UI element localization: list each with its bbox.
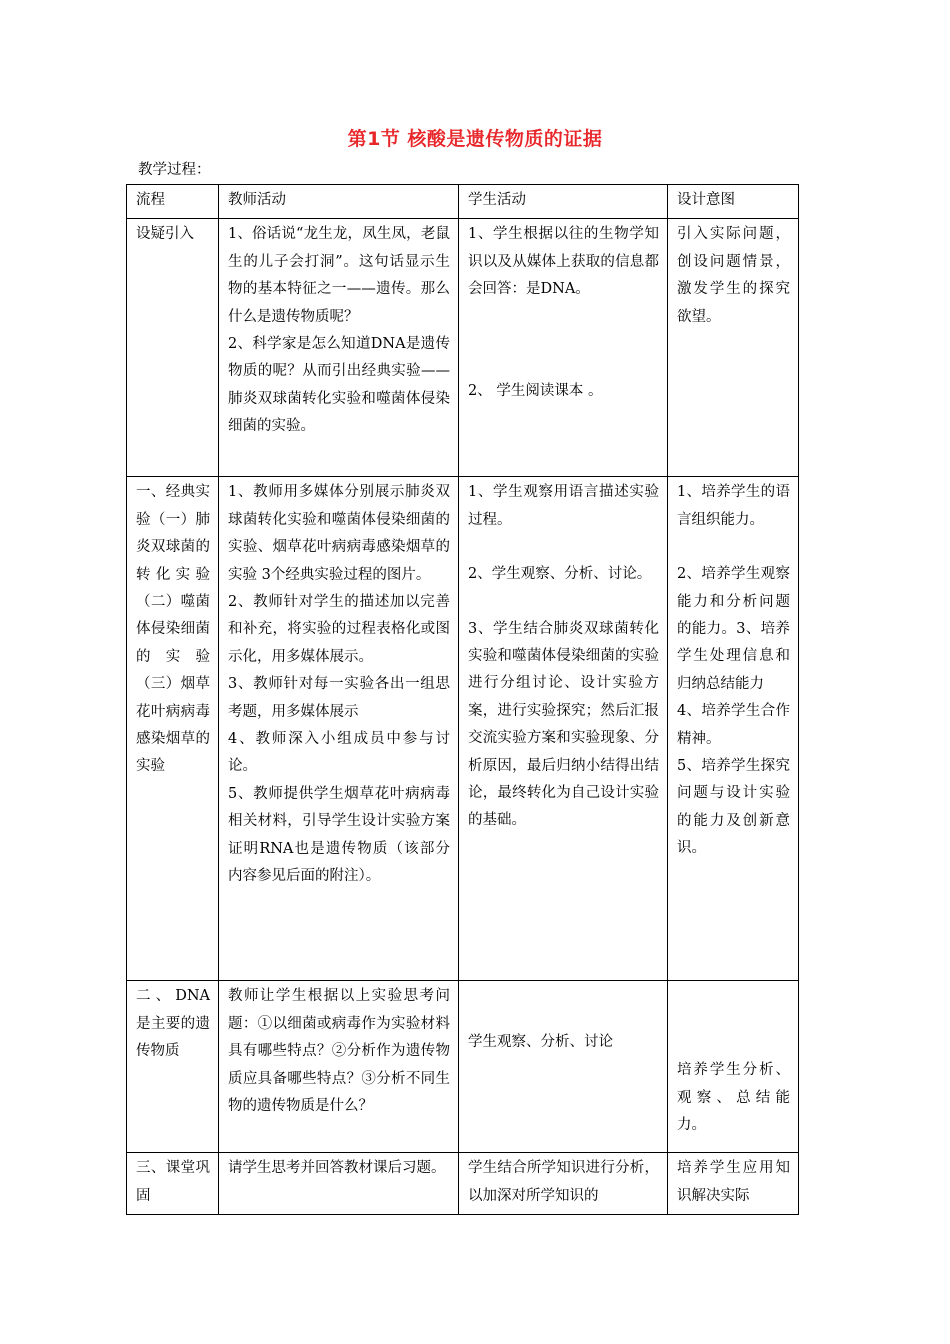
teacher-cell bbox=[219, 1153, 459, 1215]
student-item: 2、学生观察、分析、讨论。 bbox=[468, 566, 652, 583]
teacher-item: 2、科学家是怎么知道DNA是遗传物质的呢？从而引出经典实验——肺炎双球菌转化实验和噬菌体侵染细菌的实验。 bbox=[228, 336, 450, 435]
intent-item: 2、培养学生观察能力和分析问题的能力。3、培养学生处理信息和归纳总结能力 bbox=[677, 566, 790, 692]
teacher-cell bbox=[219, 219, 459, 477]
student-cell bbox=[459, 981, 668, 1153]
step-cell: 设疑引入 bbox=[127, 219, 219, 477]
table-header-row bbox=[127, 185, 799, 219]
teacher-item: 教师让学生根据以上实验思考问题：①以细菌或病毒作为实验材料具有哪些特点？②分析作为遗传物质应具备哪些特点？③分析不同生物的遗传物质是什么？ bbox=[228, 988, 450, 1115]
intent-item: 培养学生应用知识解决实际 bbox=[677, 1160, 790, 1204]
page-title: 第1节 核酸是遗传物质的证据 bbox=[347, 128, 603, 150]
table-row bbox=[127, 1153, 799, 1215]
teacher-item: 4、教师深入小组成员中参与讨论。 bbox=[228, 731, 450, 775]
step-cell: 三、课堂巩固 bbox=[127, 1153, 219, 1215]
header-cell: 教师活动 bbox=[219, 185, 459, 219]
student-item: 学生结合所学知识进行分析，以加深对所学知识的 bbox=[468, 1160, 659, 1204]
intent-cell bbox=[668, 477, 799, 981]
header-cell: 设计意图 bbox=[668, 185, 799, 219]
teacher-cell bbox=[219, 477, 459, 981]
intent-item: 4、培养学生合作精神。 bbox=[677, 703, 790, 747]
intent-cell bbox=[668, 219, 799, 477]
teacher-item: 1、教师用多媒体分别展示肺炎双球菌转化实验和噬菌体侵染细菌的实验、烟草花叶病病毒感染烟草的实验 3个经典实验过程的图片。 bbox=[228, 484, 450, 583]
intent-item: 培养学生分析、观察、总结能力。 bbox=[677, 1062, 790, 1134]
lesson-table bbox=[126, 184, 799, 1215]
intent-cell bbox=[668, 981, 799, 1153]
intent-item: 引入实际问题，创设问题情景，激发学生的探究欲望。 bbox=[677, 226, 790, 325]
teacher-cell bbox=[219, 981, 459, 1153]
student-cell bbox=[459, 1153, 668, 1215]
teacher-item: 2、教师针对学生的描述加以完善和补充，将实验的过程表格化或图示化，用多媒体展示。 bbox=[228, 594, 450, 665]
intent-item: 5、培养学生探究问题与设计实验的能力及创新意识。 bbox=[677, 758, 790, 857]
intent-item: 1、培养学生的语言组织能力。 bbox=[677, 484, 790, 528]
teacher-item: 3、教师针对每一实验各出一组思考题，用多媒体展示 bbox=[228, 676, 450, 720]
teacher-item: 5、教师提供学生烟草花叶病病毒相关材料，引导学生设计实验方案证明RNA也是遗传物质（该部分内容参见后面的附注）。 bbox=[228, 785, 450, 885]
table-row bbox=[127, 981, 799, 1153]
student-item: 3、学生结合肺炎双球菌转化实验和噬菌体侵染细菌的实验进行分组讨论、设计实验方案，进行实验探究；然后汇报交流实验方案和实验现象、分析原因，最后归纳小结得出结论，最终转化为自己设计实验的基础。 bbox=[468, 620, 659, 829]
teacher-item: 请学生思考并回答教材课后习题。 bbox=[228, 1160, 446, 1177]
student-cell bbox=[459, 477, 668, 981]
intro-label: 教学过程： bbox=[138, 162, 211, 178]
intent-cell bbox=[668, 1153, 799, 1215]
student-item: 2、 学生阅读课本 。 bbox=[468, 382, 603, 399]
student-cell bbox=[459, 219, 668, 477]
header-cell: 学生活动 bbox=[459, 185, 668, 219]
student-item: 学生观察、分析、讨论 bbox=[468, 1034, 613, 1051]
table-row bbox=[127, 477, 799, 981]
table-row bbox=[127, 219, 799, 477]
student-item: 1、学生根据以往的生物学知识以及从媒体上获取的信息都会回答：是DNA。 bbox=[468, 226, 659, 298]
header-cell: 流程 bbox=[127, 185, 219, 219]
student-item: 1、学生观察用语言描述实验过程。 bbox=[468, 484, 659, 528]
step-cell: 二、DNA是主要的遗传物质 bbox=[127, 981, 219, 1153]
step-cell: 一、经典实验（一）肺炎双球菌的转化实验（二）噬菌体侵染细菌的实验（三）烟草花叶病病毒感染烟草的实验 bbox=[127, 477, 219, 981]
teacher-item: 1、俗话说“龙生龙，凤生凤，老鼠生的儿子会打洞”。这句话显示生物的基本特征之一——遗传。那么什么是遗传物质呢？ bbox=[228, 226, 450, 325]
